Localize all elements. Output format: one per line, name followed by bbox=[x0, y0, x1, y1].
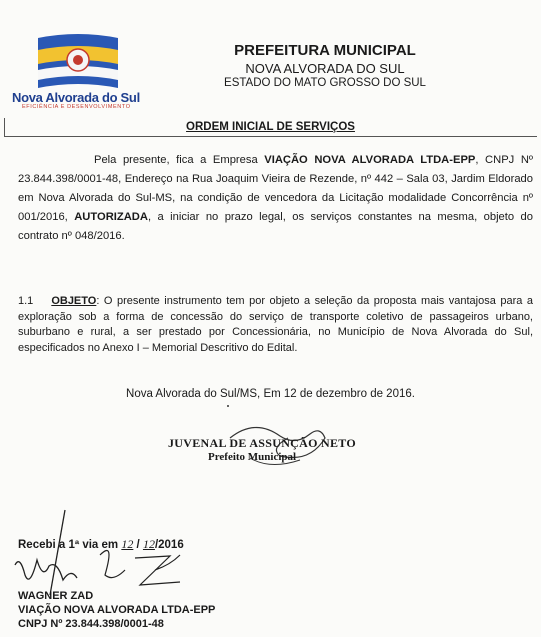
receipt-label: Recebi a 1ª via em bbox=[18, 539, 122, 551]
authorized-label: AUTORIZADA bbox=[74, 211, 148, 223]
logo-name: Nova Alvorada do Sul bbox=[12, 90, 140, 105]
recipient-cnpj: CNPJ Nº 23.844.398/0001-48 bbox=[18, 618, 164, 630]
header-state: ESTADO DO MATO GROSSO DO SUL bbox=[224, 77, 426, 89]
signer-name: JUVENAL DE ASSUNÇÃO NETO bbox=[168, 436, 357, 450]
p1-text-b: , CNPJ Nº 23.844.398/0001-48, Endereço na Rua Joaquim Vieira de Rezende, nº 442 – Sala 03, Jardim Eldorado em Nova Alvorada do Sul-MS, na condição de vencedora da Licitação modalidade Concorrência nº 001/2016, bbox=[18, 154, 533, 223]
logo-slogan: EFICIÊNCIA E DESENVOLVIMENTO bbox=[22, 104, 131, 110]
recipient-signature-scribble bbox=[5, 500, 205, 600]
recipient-company: VIAÇÃO NOVA ALVORADA LTDA-EPP bbox=[18, 604, 216, 616]
ink-dot bbox=[227, 405, 229, 407]
signer-role: Prefeito Municipal bbox=[208, 451, 297, 463]
clause-text: : O presente instrumento tem por objeto a seleção da proposta mais vantajosa para a exploração sob a forma de concessão do serviço de transporte coletivo de passageiros urbano, suburbano e rural, a ser prestado por Concessionária, no Município de Nova Alvorada do Sul, especificados no Anexo I – Memorial Descritivo do Edital. bbox=[18, 295, 533, 354]
header-subtitle: NOVA ALVORADA DO SUL bbox=[245, 61, 405, 76]
document-title: ORDEM INICIAL DE SERVIÇOS bbox=[186, 121, 355, 133]
clause-number: 1.1 bbox=[18, 295, 34, 307]
receipt-year: /2016 bbox=[154, 539, 184, 551]
company-name: VIAÇÃO NOVA ALVORADA LTDA-EPP bbox=[264, 154, 476, 166]
paragraph-object bbox=[18, 294, 533, 356]
place-and-date: Nova Alvorada do Sul/MS, Em 12 de dezembro de 2016. bbox=[126, 388, 415, 400]
receipt-month: 12 bbox=[142, 537, 155, 551]
header-title: PREFEITURA MUNICIPAL bbox=[234, 42, 416, 59]
paragraph-authorization bbox=[18, 151, 533, 246]
recipient-name: WAGNER ZAD bbox=[18, 590, 94, 602]
divider-horizontal bbox=[4, 136, 537, 137]
clause-label: OBJETO bbox=[51, 295, 97, 307]
p1-text-c: , a iniciar no prazo legal, os serviços constantes na mesma, objeto do contrato nº 048/2016. bbox=[18, 211, 533, 242]
p1-text-a: Pela presente, fica a Empresa bbox=[94, 154, 265, 166]
receipt-day: 12 bbox=[121, 537, 134, 551]
receipt-line: Recebi a 1ª via em 12 / 12/2016 bbox=[18, 537, 184, 551]
